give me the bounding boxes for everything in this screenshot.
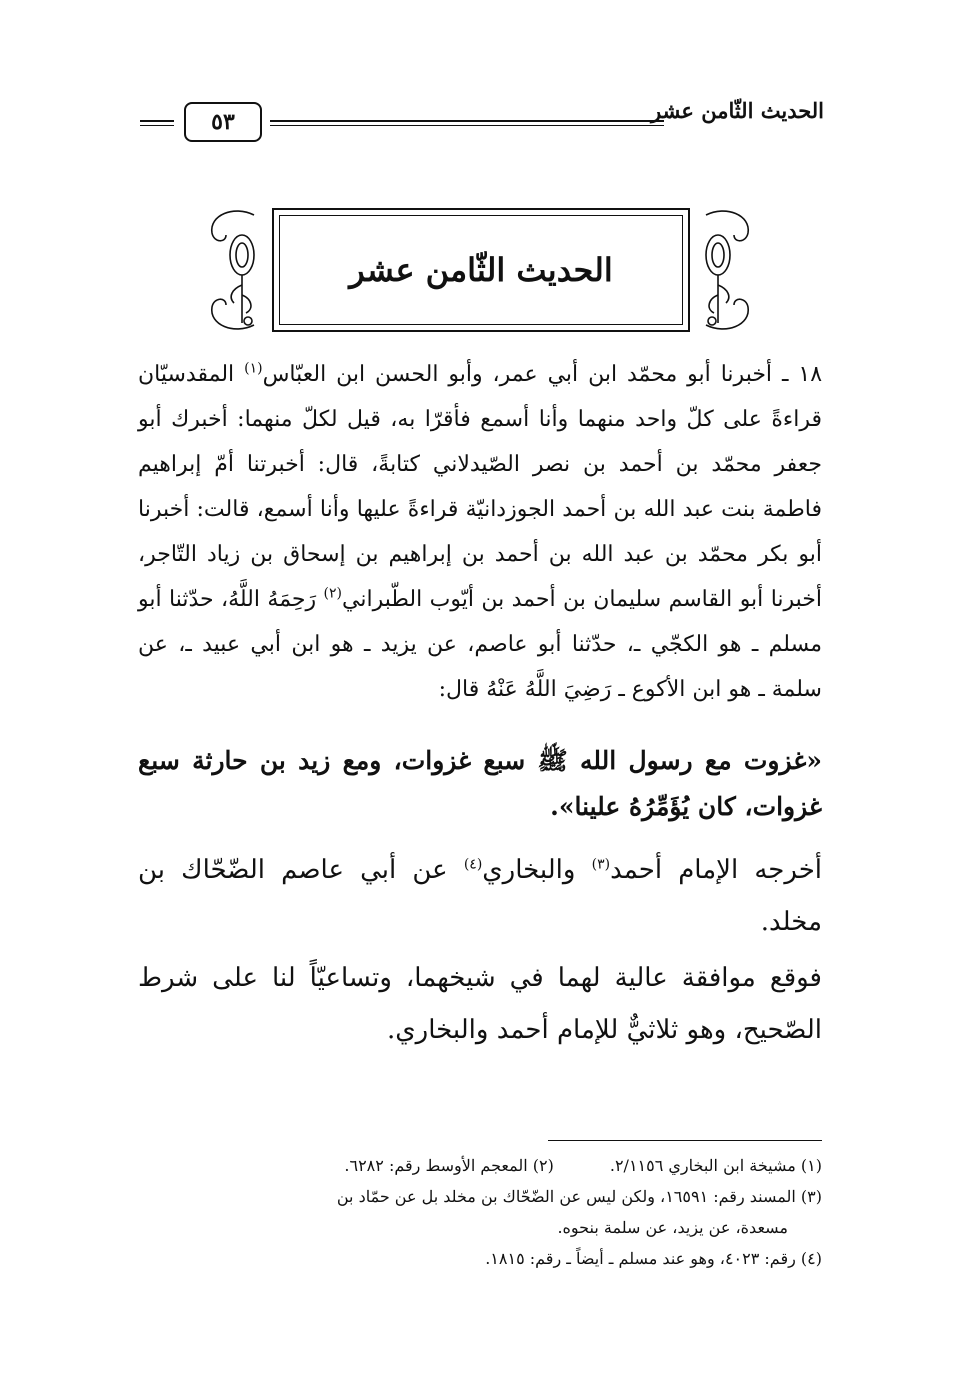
footnote-ref[interactable]: (٣)	[591, 856, 611, 873]
header-title: الحديث الثّامن عشر	[651, 98, 824, 123]
floral-ornament-icon	[696, 205, 758, 335]
isnad-text: ١٨ ـ أخبرنا أبو محمّد ابن أبي عمر، وأبو الحسن ابن العبّاس	[262, 362, 823, 387]
header-rule	[270, 120, 664, 126]
section-title-frame	[272, 208, 690, 332]
footnote-separator	[548, 1140, 822, 1141]
floral-ornament-icon	[202, 205, 264, 335]
footnotes	[138, 1150, 822, 1274]
footnote-ref[interactable]: (١)	[244, 360, 263, 377]
footnote-row	[138, 1150, 822, 1181]
takhrij-paragraph	[138, 844, 822, 948]
takhrij-text: عن أبي عاصم الضّحّاك بن مخلد.	[138, 855, 822, 937]
footnote-ref[interactable]: (٢)	[323, 585, 343, 602]
footnote-1: (١) مشيخة ابن البخاري ٢/١١٥٦.	[609, 1156, 822, 1175]
takhrij-text: والبخاري	[482, 855, 592, 885]
commentary-paragraph: فوقع موافقة عالية لهما في شيخهما، وتساعيّاً لنا على شرط الصّحيح، وهو ثلاثيٌّ للإمام أحمد والبخاري.	[138, 963, 822, 1045]
page-number: ٥٣	[184, 102, 262, 142]
header-rule-short	[140, 120, 174, 126]
footnote-4: (٤) رقم: ٤٠٢٣، وهو عند مسلم ـ أيضاً ـ رقم: ١٨١٥.	[485, 1249, 822, 1268]
hadith-text: «غزوت مع رسول الله ﷺ سبع غزوات، ومع زيد بن حارثة سبع غزوات، كان يُؤَمِّرُهُ علينا».	[138, 746, 822, 821]
isnad-paragraph	[138, 352, 822, 712]
footnote-2: (٢) المعجم الأوسط رقم: ٦٢٨٢.	[344, 1156, 554, 1175]
footnote-3: (٣) المسند رقم: ١٦٥٩١، ولكن ليس عن الضّحّاك بن مخلد بل عن حمّاد بن	[336, 1187, 822, 1206]
isnad-text: المقدسيّان قراءةً على كلّ واحد منهما وأنا أسمع فأقرّا به، قيل لكلّ منهما: أخبرك أبو جعفر محمّد بن أحمد بن نصر الصّيدلاني كتابةً، قال: أخبرتنا أمّ إبراهيم فاطمة بنت عبد الله بن أحمد الجوزدانيّة قراءةً عليها وأنا أسمع، قالت: أخبرنا أبو بكر محمّد بن عبد الله بن أحمد بن إبراهيم بن إسحاق بن زياد التّاجر، أخبرنا أبو القاسم سليمان بن أحمد بن أيّوب الطّبراني	[138, 362, 823, 612]
footnote-ref[interactable]: (٤)	[463, 856, 483, 873]
isnad-text: رَحِمَهُ اللَّهُ، حدّثنا أبو مسلم ـ هو الكجّي ـ، حدّثنا أبو عاصم، عن يزيد ـ هو ابن أبي عبيد ـ، عن سلمة ـ هو ابن الأكوع ـ رَضِيَ اللَّهُ عَنْهُ قال:	[138, 587, 822, 702]
section-title: الحديث الثّامن عشر	[279, 215, 683, 325]
takhrij-text: أخرجه الإمام أحمد	[610, 855, 822, 885]
footnote-3-continued: مسعدة، عن يزيد، عن سلمة بنحوه.	[557, 1218, 788, 1237]
running-header	[140, 96, 824, 136]
